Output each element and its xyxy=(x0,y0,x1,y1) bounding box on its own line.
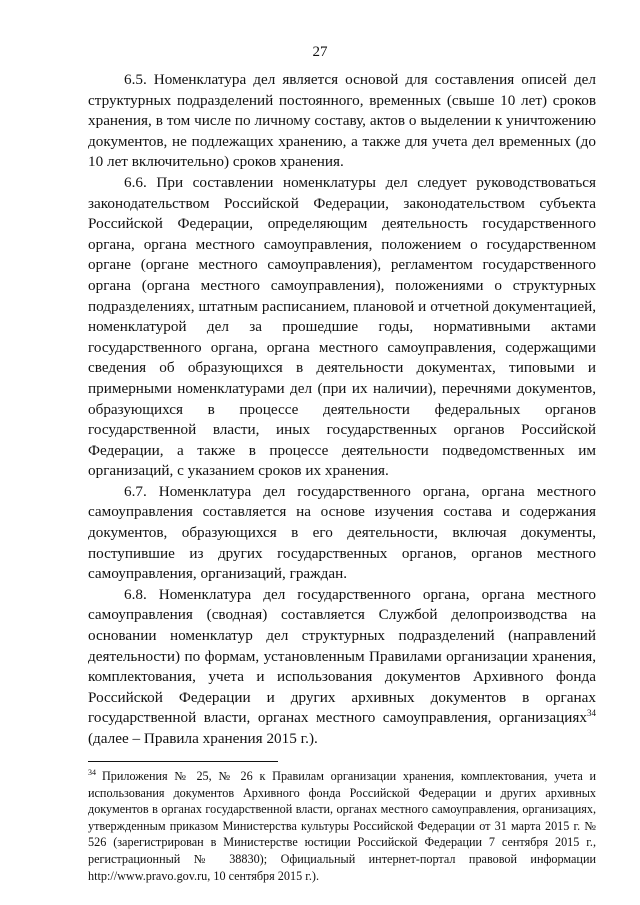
footnote-divider xyxy=(88,761,278,762)
footnote xyxy=(88,768,596,884)
footnote-reference: 34 xyxy=(587,708,596,719)
paragraph-6-8-tail: (далее – Правила хранения 2015 г.). xyxy=(88,730,318,747)
paragraph-6-8 xyxy=(88,585,596,750)
page-number: 27 xyxy=(312,44,328,60)
paragraph-6-8-text: 6.8. Номенклатура дел государственного органа, органа местного самоуправления (сводная) составляется Службой делопроизводства на основании номенклатур дел структурных подразделений (направлений деятельности) по формам, установленным Правилами организации хранения, комплектования, учета и использования документов Архивного фонда Российской Федерации и других архивных документов в органах государственной власти, органах местного самоуправления, организациях xyxy=(88,585,596,727)
footnote-text: Приложения № 25, № 26 к Правилам организации хранения, комплектования, учета и использования документов Архивного фонда Российской Федерации и других архивных документов в органах государственной власти, органах местного самоуправления, организациях, утвержденным приказом Министерства культуры Российской Федерации от 31 марта 2015 г. № 526 (зарегистрирован в Министерстве юстиции Российской Федерации 7 сентября 2015 г., регистрационный № 38830); Официальный интернет-портал правовой информации http://www.pravo.gov.ru, 10 сентября 2015 г.). xyxy=(88,769,596,883)
paragraph-6-5: 6.5. Номенклатура дел является основой для составления описей дел структурных подразделений постоянного, временных (свыше 10 лет) сроков хранения, в том числе по личному составу, актов о выделении к уничтожению документов, не подлежащих хранению, а также для учета дел временных (до 10 лет включительно) сроков хранения. xyxy=(88,71,596,171)
paragraph-6-7: 6.7. Номенклатура дел государственного органа, органа местного самоуправления составляется на основе изучения состава и содержания документов, образующихся в его деятельности, включая документы, поступившие из других государственных органов, органов местного самоуправления, организаций, граждан. xyxy=(88,482,596,583)
paragraph-6-6: 6.6. При составлении номенклатуры дел следует руководствоваться законодательством Российской Федерации, законодательством субъекта Российской Федерации, определяющим деятельность государственного органа, органа местного самоуправления, положением о государственном органе (органе местного самоуправления), регламентом государственного органа (органа местного самоуправления), положениями о структурных подразделениях, штатным расписанием, плановой и отчетной документацией, номенклатурой дел за прошедшие годы, нормативными актами государственного органа, органа местного самоуправления, содержащими сведения об образующихся в деятельности документах, типовыми и примерными номенклатурами дел (при их наличии), перечнями документов, образующихся в процессе деятельности федеральных органов государственной власти, иных государственных органов Российской Федерации, а также в процессе деятельности подведомственных им организаций, с указанием сроков их хранения. xyxy=(88,173,596,480)
document-body xyxy=(88,70,596,750)
footnote-mark: 34 xyxy=(88,767,96,777)
